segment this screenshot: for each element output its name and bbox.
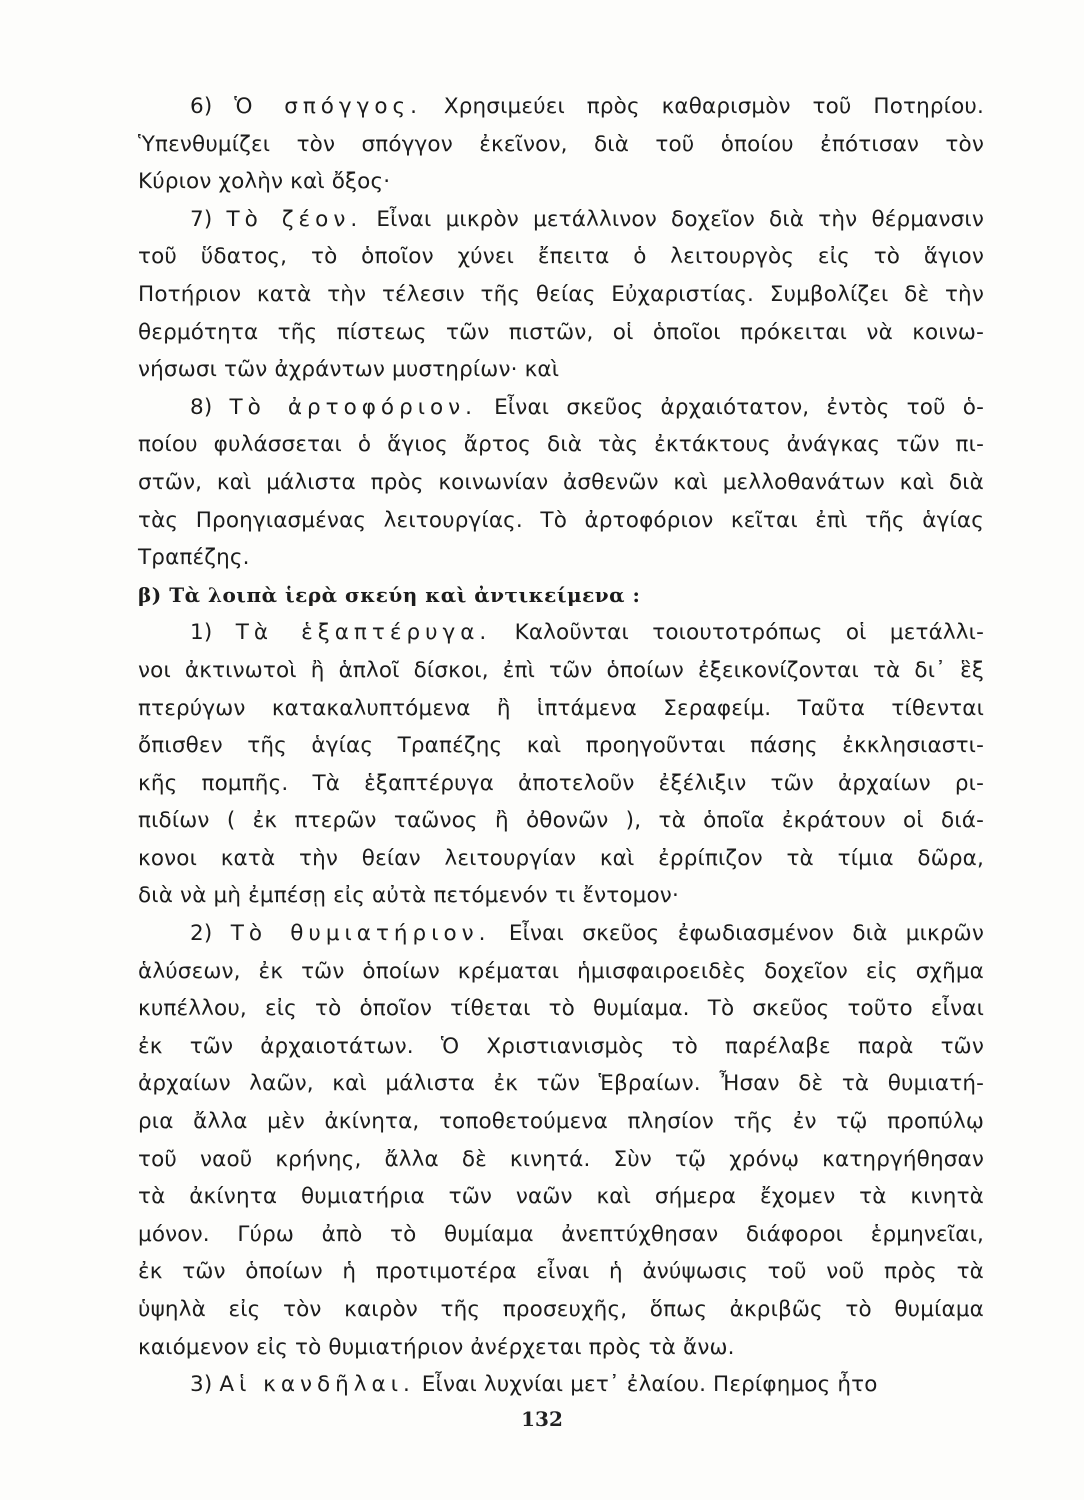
text-line xyxy=(138,802,984,840)
line-text: κυπέλλου, εἰς τὸ ὁποῖον τίθεται τὸ θυμίαμα. Τὸ σκεῦος τοῦτο εἶναι xyxy=(138,996,984,1022)
text-line xyxy=(138,652,984,690)
item-term: Αἱ κανδῆλαι. xyxy=(219,1372,415,1398)
line-text: διὰ νὰ μὴ ἐμπέσῃ εἰς αὐτὰ πετόμενόν τι ἔντομον· xyxy=(138,883,679,909)
item-term: Ὁ σπόγγος. xyxy=(234,94,422,119)
text-line xyxy=(138,1141,984,1179)
text-line xyxy=(138,1216,984,1254)
text-line xyxy=(138,276,984,314)
text-line xyxy=(138,727,984,765)
text-line xyxy=(138,1028,984,1066)
line-text: Εἶναι σκεῦος ἀρχαιότατον, ἐντὸς τοῦ ὁ- xyxy=(477,394,984,420)
text-line xyxy=(138,953,984,991)
line-text: ὄπισθεν τῆς ἁγίας Τραπέζης καὶ προηγοῦνται πάσης ἐκκλησιαστι- xyxy=(138,733,984,759)
text-line xyxy=(138,765,984,803)
text-line xyxy=(138,539,984,577)
item-term: Τὸ ζέον. xyxy=(226,206,363,232)
text-line xyxy=(138,840,984,878)
line-text: ρια ἄλλα μὲν ἀκίνητα, τοποθετούμενα πλησίον τῆς ἐν τῷ προπύλῳ xyxy=(138,1109,984,1135)
paragraph-first-line xyxy=(138,88,984,126)
item-number: 2) xyxy=(190,921,231,947)
text-line xyxy=(138,1103,984,1141)
line-text: νήσωσι τῶν ἀχράντων μυστηρίων· καὶ xyxy=(138,357,560,383)
line-text: ἐκ τῶν ὁποίων ἡ προτιμοτέρα εἶναι ἡ ἀνύψωσις τοῦ νοῦ πρὸς τὰ xyxy=(138,1259,984,1285)
text-line xyxy=(138,238,984,276)
item-number: 6) xyxy=(190,94,235,119)
text-line xyxy=(138,690,984,728)
line-text: νοι ἀκτινωτοὶ ἢ ἁπλοῖ δίσκοι, ἐπὶ τῶν ὁποίων ἐξεικονίζονται τὰ δι᾿ ἓξ xyxy=(138,657,984,683)
item-number: 8) xyxy=(190,394,230,420)
line-text: Εἶναι μικρὸν μετάλλινον δοχεῖον διὰ τὴν θέρμανσιν xyxy=(362,206,985,232)
paragraph-first-line xyxy=(138,201,984,239)
paragraph-first-line xyxy=(138,614,984,652)
line-text: μόνον. Γύρω ἀπὸ τὸ θυμίαμα ἀνεπτύχθησαν διάφοροι ἑρμηνεῖαι, xyxy=(138,1221,984,1247)
line-text: ποίου φυλάσσεται ὁ ἅγιος ἄρτος διὰ τὰς ἐκτάκτους ἀνάγκας τῶν πι- xyxy=(138,432,984,458)
line-text: Κύριον χολὴν καὶ ὄξος· xyxy=(138,169,391,195)
line-text: κῆς πομπῆς. Τὰ ἑξαπτέρυγα ἀποτελοῦν ἐξέλιξιν τῶν ἀρχαίων ρι- xyxy=(138,770,984,796)
item-number: 3) xyxy=(190,1372,220,1398)
text-line xyxy=(138,877,984,915)
text-line xyxy=(138,163,984,201)
text-line xyxy=(138,1253,984,1291)
line-text: Τραπέζης. xyxy=(138,545,250,571)
line-text: Χρησιμεύει πρὸς καθαρισμὸν τοῦ Ποτηρίου. xyxy=(421,94,984,119)
line-text: ὑψηλὰ εἰς τὸν καιρὸν τῆς προσευχῆς, ὅπως ἀκριβῶς τὸ θυμίαμα xyxy=(138,1297,984,1322)
text-line xyxy=(138,502,984,540)
line-text: Εἶναι λυχνίαι μετ᾿ ἐλαίου. Περίφημος ἦτο xyxy=(414,1372,878,1398)
text-line xyxy=(138,1178,984,1216)
line-text: τοῦ ὕδατος, τὸ ὁποῖον χύνει ἔπειτα ὁ λειτουργὸς εἰς τὸ ἅγιον xyxy=(138,244,984,270)
line-text: ἁλύσεων, ἐκ τῶν ὁποίων κρέμαται ἡμισφαιροειδὲς δοχεῖον εἰς σχῆμα xyxy=(138,958,984,984)
text-line xyxy=(138,1329,984,1367)
section-heading: β) Τὰ λοιπὰ ἱερὰ σκεύη καὶ ἀντικείμενα : xyxy=(138,582,641,607)
text-line xyxy=(138,1291,984,1329)
item-term: Τὰ ἑξαπτέρυγα. xyxy=(235,620,492,646)
text-line xyxy=(138,314,984,352)
text-line xyxy=(138,126,984,164)
paragraph-first-line xyxy=(138,915,984,953)
line-text: ἀρχαίων λαῶν, καὶ μάλιστα ἐκ τῶν Ἑβραίων. Ἦσαν δὲ τὰ θυμιατή- xyxy=(138,1071,984,1097)
item-term: Τὸ θυμιατήριον. xyxy=(230,921,491,947)
text-line xyxy=(138,1065,984,1103)
line-text: πτερύγων κατακαλυπτόμενα ἢ ἱπτάμενα Σεραφείμ. Ταῦτα τίθενται xyxy=(138,695,984,721)
line-text: Καλοῦνται τοιουτοτρόπως οἱ μετάλλι- xyxy=(491,620,984,646)
item-term: Τὸ ἀρτοφόριον. xyxy=(229,394,477,420)
line-text: Ποτήριον κατὰ τὴν τέλεσιν τῆς θείας Εὐχαριστίας. Συμβολίζει δὲ τὴν xyxy=(138,281,984,307)
line-text: τὰς Προηγιασμένας λειτουργίας. Τὸ ἀρτοφόριον κεῖται ἐπὶ τῆς ἁγίας xyxy=(138,507,984,533)
line-text: καιόμενον εἰς τὸ θυμιατήριον ἀνέρχεται πρὸς τὰ ἄνω. xyxy=(138,1334,735,1360)
line-text: ἐκ τῶν ἀρχαιοτάτων. Ὁ Χριστιανισμὸς τὸ παρέλαβε παρὰ τῶν xyxy=(138,1033,984,1059)
line-text: Εἶναι σκεῦος ἐφωδιασμένον διὰ μικρῶν xyxy=(490,921,984,947)
paragraph-first-line xyxy=(138,389,984,427)
page-text-body xyxy=(138,88,984,1404)
page-number: 132 xyxy=(521,1407,563,1431)
paragraph-first-line xyxy=(138,1366,984,1404)
line-text: θερμότητα τῆς πίστεως τῶν πιστῶν, οἱ ὁποῖοι πρόκειται νὰ κοινω- xyxy=(138,319,984,345)
line-text: Ὑπενθυμίζει τὸν σπόγγον ἐκεῖνον, διὰ τοῦ ὁποίου ἐπότισαν τὸν xyxy=(138,131,984,157)
line-text: κονοι κατὰ τὴν θείαν λειτουργίαν καὶ ἐρρίπιζον τὰ τίμια δῶρα, xyxy=(138,845,984,871)
text-line xyxy=(138,426,984,464)
item-number: 7) xyxy=(190,206,227,232)
line-text: στῶν, καὶ μάλιστα πρὸς κοινωνίαν ἀσθενῶν καὶ μελλοθανάτων καὶ διὰ xyxy=(138,469,984,495)
text-line xyxy=(138,990,984,1028)
line-text: τοῦ ναοῦ κρήνης, ἄλλα δὲ κινητά. Σὺν τῷ χρόνῳ κατηργήθησαν xyxy=(138,1146,984,1172)
text-line xyxy=(138,464,984,502)
line-text: τὰ ἀκίνητα θυμιατήρια τῶν ναῶν καὶ σήμερα ἔχομεν τὰ κινητὰ xyxy=(138,1184,984,1210)
item-number: 1) xyxy=(190,620,236,646)
line-text: πιδίων ( ἐκ πτερῶν ταῶνος ἢ ὀθονῶν ), τὰ ὁποῖα ἐκράτουν οἱ διά- xyxy=(138,808,984,834)
text-line xyxy=(138,351,984,389)
